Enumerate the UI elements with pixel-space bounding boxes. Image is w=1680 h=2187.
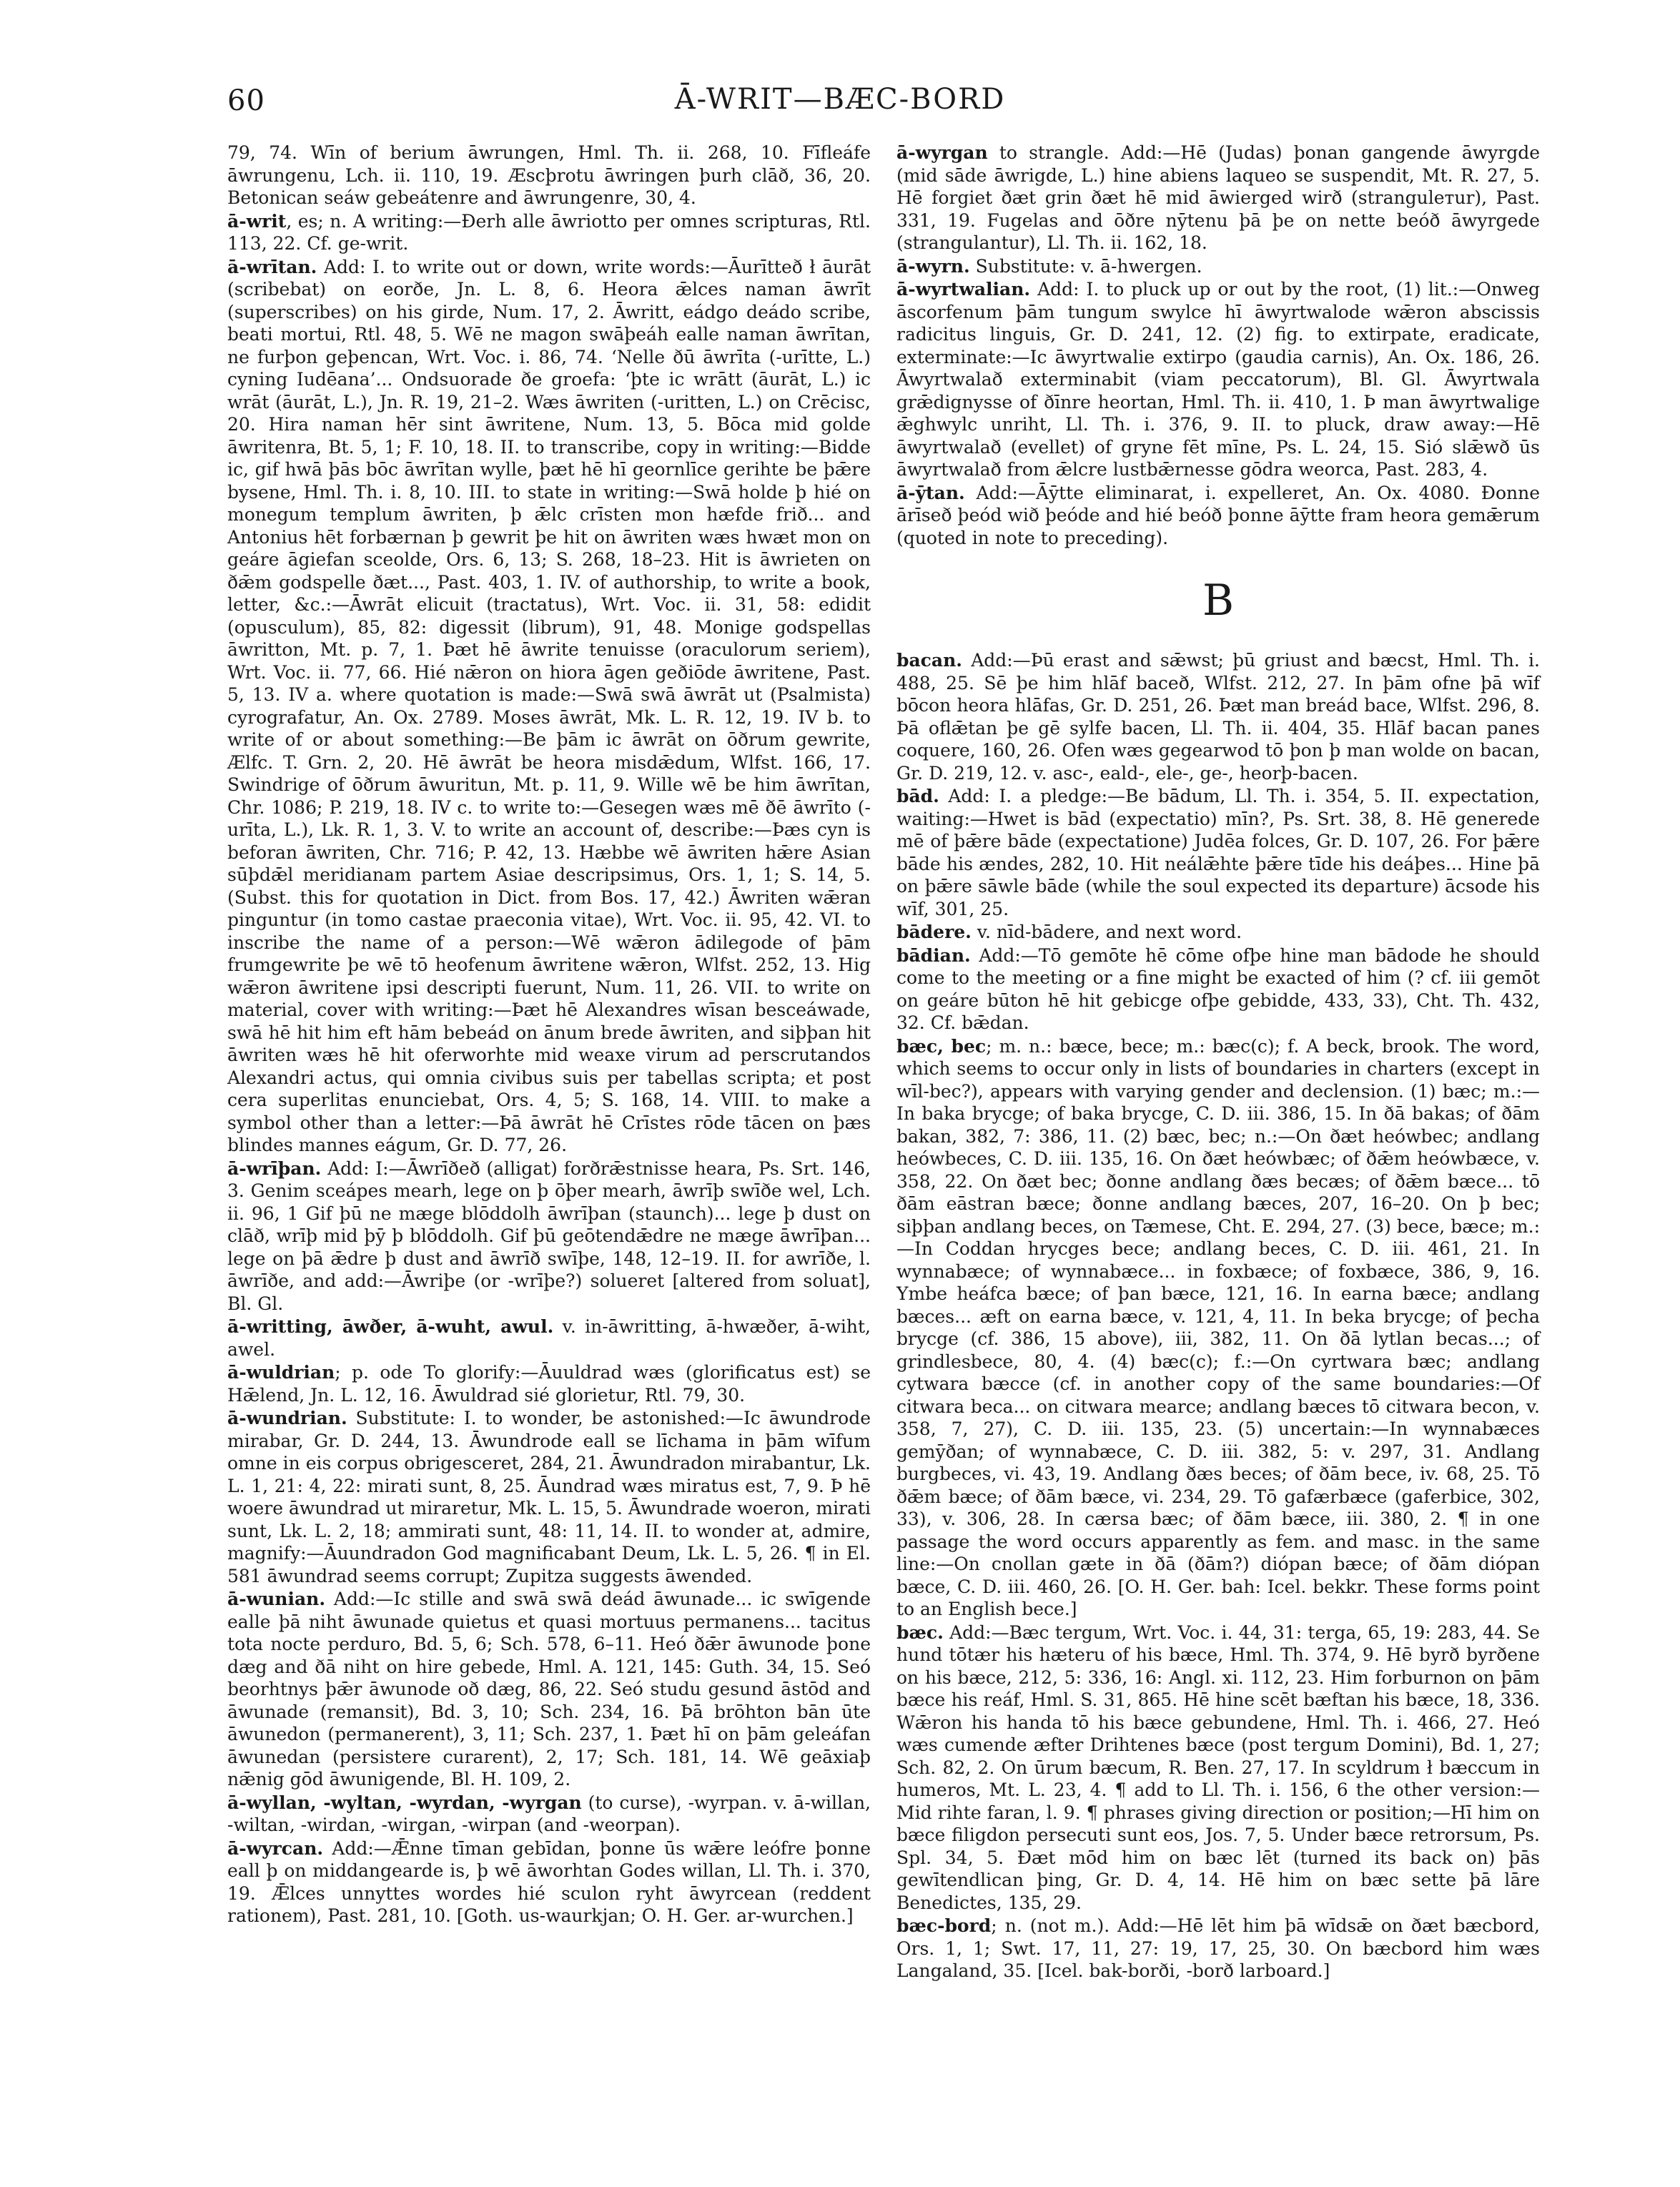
entry-headword: ā-wunian. (227, 1589, 326, 1609)
entry-headword: ā-writ (227, 210, 287, 232)
entry-text: v. nīd-bādere, and next word. (971, 922, 1242, 942)
dictionary-entry (227, 1792, 871, 1837)
dictionary-entry (227, 1361, 871, 1406)
entry-headword: ā-wuldrian (227, 1362, 335, 1383)
entry-headword: bæc-bord (896, 1915, 992, 1936)
dictionary-entry (896, 785, 1540, 920)
entry-headword: bādian. (896, 944, 971, 966)
entry-text: Add:—Ic stille and swā swā deád āwunade... ic swīgende ealle þā niht āwunade quietus et quasi mortuus permanens... tacitus tota nocte perduro, Bd. 5, 6; Sch. 578, 6–11. Heó ðǣr āwunode þone dæg and ðā niht on hire gebede, Hml. A. 121, 145: Guth. 34, 15. Seó beorhtnys þǣr āwunode oð dæg, 86, 22. Seó studu gesund āstōd and āwunade (remansit), Bd. 3, 10; Sch. 234, 16. Þā brōhton bān ūte āwunedon (permanerent), 3, 11; Sch. 237, 1. Þæt hī on þām geleáfan āwunedan (persistere curarent), 2, 17; Sch. 181, 14. Wē geāxiaþ nǣnig gōd āwunigende, Bl. H. 109, 2. (227, 1589, 871, 1789)
entry-text: Add: I:—Āwrīðeð (alligat) forðrǣstnisse heara, Ps. Srt. 146, 3. Genim sceápes mearh, lege on þ ōþer mearh, āwrīþ swīðe wel, Lch. ii. 96, 1 Gif þū ne mæge blōddolh āwrīþan (staunch)... lege þ dust on clāð, wrīþ mid þȳ þ blōddolh. Gif þū geōtendǣdre ne mæge āwrīþan... lege on þā ǣdre þ dust and āwrīð swīþe, 148, 12–19. II. for awrīðe, l. āwrīðe, and add:—Āwriþe (or -wrīþe?) solueret [altered from soluat], Bl. Gl. (227, 1157, 871, 1314)
entry-text: (to curse), -wyrpan. v. ā-willan, -wiltan, -wirdan, -wirgan, -wirpan (and -weorpan). (227, 1792, 871, 1835)
entry-text: Add:—Bæc tergum, Wrt. Voc. i. 44, 31: terga, 65, 19: 283, 44. Se hund tōtær his hæteru of his bæce, Hml. Th. 374, 9. Hē byrð byrðene on his bæce, 212, 5: 336, 16: Angl. xi. 112, 23. Him forburnon on þām bæce his reáf, Hml. S. 31, 865. Hē hine scēt bæftan his bæce, 18, 336. Wǣron his handa tō his bæce gebundene, Hml. Th. i. 466, 27. Heó wæs cumende æfter Drihtenes bæce (post tergum Domini), Bd. 1, 27; Sch. 82, 2. On ūrum bæcum, R. Ben. 27, 17. In scyldrum ł bæccum in humeros, Mt. L. 23, 4. ¶ add to Ll. Th. i. 156, 6 the other version:—Mid rihte faran, l. 9. ¶ phrases giving direction or position;—Hī him on bæce filigdon persecuti sunt eos, Jos. 7, 5. Under bæce retrorsum, Ps. Spl. 34, 5. Ðæt mōd him on bæc lēt (turned its back on) þās gewītendlican þing, Gr. D. 4, 14. Hē him on bæc sette þā lāre Benedictes, 135, 29. (896, 1621, 1540, 1913)
entry-text: Add:—Āȳtte eliminarat, i. expelleret, An. Ox. 4080. Ðonne ārīseð þeód wið þeóde and hié beóð þonne āȳtte fram heora gemǣrum (quoted in note to preceding). (896, 482, 1540, 548)
dictionary-entry (896, 921, 1540, 944)
dictionary-entry (896, 482, 1540, 550)
dictionary-entry (227, 1588, 871, 1791)
right-column-b-entries (896, 649, 1540, 1983)
entry-headword: bæc, bec (896, 1035, 987, 1057)
entry-text: v. in-āwritting, ā-hwæðer, ā-wiht, awel. (227, 1316, 871, 1360)
entry-headword: ā-wyllan, -wyltan, -wyrdan, -wyrgan (227, 1792, 582, 1813)
running-head: Ā-WRIT—BÆC-BORD (674, 83, 1006, 116)
entry-headword: ā-wyrn. (896, 255, 970, 277)
entry-headword: bādere. (896, 922, 972, 942)
entry-text: ; p. ode To glorify:—Āuuldrad wæs (glorificatus est) se Hǣlend, Jn. L. 12, 16. Āwuldrad sié glorietur, Rtl. 79, 30. (227, 1362, 871, 1406)
entry-headword: ā-wundrian. (227, 1408, 347, 1428)
entry-text: Add: I. a pledge:—Be bādum, Ll. Th. i. 354, 5. II. expectation, waiting:—Hwet is bād (expectatio) mīn?, Ps. Srt. 38, 8. Hē generede mē of þǣre bāde (expectatione) Judēa folces, Gr. D. 107, 26. For þǣre bāde his ændes, 282, 10. Hit neálǣhte þǣre tīde his deáþes... Hine þā on þǣre sāwle bāde (while the soul expected its departure) ācsode his wīf, 301, 25. (896, 786, 1540, 919)
dictionary-entry (896, 278, 1540, 481)
entry-headword: ā-wyrtwalian. (896, 279, 1031, 300)
entry-headword: bād. (896, 786, 939, 806)
left-column (227, 142, 871, 1928)
dictionary-entry (896, 1621, 1540, 1915)
dictionary-entry (896, 1915, 1540, 1983)
dictionary-entry (896, 649, 1540, 784)
dictionary-entry (227, 1837, 871, 1927)
entry-text: to strangle. Add:—Hē (Judas) þonan gangende āwyrgde (mid sāde āwrigde, L.) hine abiens laqueo se suspendit, Mt. R. 27, 5. Hē forgiet ðæt grin ðæt hē mid āwierged wirð (strangulетur), Past. 331, 19. Fugelas and ōðre nȳtenu þā þe on nette beóð āwyrgede (strangulantur), Ll. Th. ii. 162, 18. (896, 142, 1540, 253)
dictionary-entry (896, 142, 1540, 255)
entry-text: Add: I. to pluck up or out by the root, (1) lit.:—Onweg āscorfenum þām tungum swylce hī āwyrtwalode wǣron abscissis radicitus linguis, Gr. D. 241, 12. (2) fig. to extirpate, eradicate, exterminate:—Ic āwyrtwalie extirpo (gaudia carnis), An. Ox. 186, 26. Āwyrtwalað exterminabit (viam peccatorum), Bl. Gl. Āwyrtwala grǣdignysse of ðīnre heortan, Hml. Th. ii. 410, 1. Þ man āwyrtwalige ǣghwylc unriht, Ll. Th. i. 376, 9. II. to pluck, draw away:—Hē āwyrtwalað (evellet) of gryne fēt mīne, Ps. L. 24, 15. Sió slǣwð ūs āwyrtwalað from ǣlcre lustbǣrnesse gōdra weorca, Past. 283, 4. (896, 279, 1540, 480)
right-column-a-entries (896, 142, 1540, 549)
dictionary-entry (227, 1157, 871, 1315)
entry-text: 79, 74. Wīn of berium āwrungen, Hml. Th. ii. 268, 10. Fīfleáfe āwrungenu, Lch. ii. 110, 19. Æscþrotu āwringen þurh clāð, 36, 20. Betonican seáw gebeátenre and āwrungenre, 30, 4. (227, 142, 871, 208)
page-number: 60 (227, 84, 265, 117)
entry-text: Substitute: v. ā-hwergen. (969, 255, 1202, 277)
entry-headword: ā-wrītan. (227, 256, 317, 277)
entry-text: , es; n. A writing:—Ðerh alle āwriotto per omnes scripturas, Rtl. 113, 22. Cf. ge-writ. (227, 210, 871, 254)
entry-text: Add:—Þū erast and sǣwst; þū griust and bæcst, Hml. Th. i. 488, 25. Sē þe him hlāf baceð, Wlfst. 212, 27. In þām ofne þā wīf bōcon heora hlāfas, Gr. D. 251, 26. Þæt man breád bace, Wlfst. 296, 8. Þā oflǣtan þe gē sylfe bacen, Ll. Th. ii. 404, 35. Hlāf bacan panes coquere, 160, 26. Ofen wæs gegearwod tō þon þ man wolde on bacan, Gr. D. 219, 12. v. asc-, eald-, ele-, ge-, heorþ-bacen. (896, 650, 1540, 784)
dictionary-entry (227, 142, 871, 209)
entry-headword: ā-ȳtan. (896, 482, 965, 503)
entry-headword: ā-wyrgan (896, 142, 988, 163)
entry-headword: ā-wyrcan. (227, 1837, 324, 1859)
entry-text: Add:—Ǣnne tīman gebīdan, þonne ūs wǣre leófre þonne eall þ on middangearde is, þ wē āworhtan Godes willan, Ll. Th. i. 370, 19. Ǣlces unnyttes wordes hié sculon ryht āwyrcean (reddent rationem), Past. 281, 10. [Goth. us-waurkjan; O. H. Ger. ar-wurchen.] (227, 1837, 871, 1926)
entry-text: Add:—Tō gemōte hē cōme ofþe hine man bādode he should come to the meeting or a fine might be exacted of him (? cf. iii gemōt on geáre būton hē hit gebicge ofþe gebidde, 433, 33), Cht. Th. 432, 32. Cf. bǣdan. (896, 944, 1540, 1033)
right-column (896, 142, 1540, 1983)
entry-text: Add: I. to write out or down, write words:—Āurītteð ł āurāt (scribebat) on eorðe, Jn. L. 8, 6. Heora ǣlces naman āwrīt (superscribes) on his girde, Num. 17, 2. Āwritt, eádgo deádo scribe, beati mortui, Rtl. 48, 5. Wē ne magon swāþeáh ealle naman āwrītan, ne furþon geþencan, Wrt. Voc. i. 86, 74. ‘Nelle ðū āwrīta (-urītte, L.) cyning Iudēana’... Ondsuorade ðe groefa: ‘þte ic wrātt (āurāt, L.) ic wrāt (āurāt, L.), Jn. R. 19, 21–2. Wæs āwriten (-uritten, L.) on Crēcisc, 20. Hira naman hēr sint āwritene, Num. 13, 5. Bōca mid golde āwritenra, Bt. 5, 1; F. 10, 18. II. to transcribe, copy in writing:—Bidde ic, gif hwā þās bōc āwrītan wylle, þæt hē hī geornlīce gerihte be þǣre bysene, Hml. Th. i. 8, 10. III. to state in writing:—Swā holde þ hié on monegum templum āwriten, þ ǣlc crīsten mon hæfde frið... and Antonius hēt forbærnan þ gewrit þe hit on āwriten wæs hwæt mon on geáre āgiefan sceolde, Ors. 6, 13; S. 268, 18–23. Hit is āwrieten on ðǣm godspelle ðæt..., Past. 403, 1. IV. of authorship, to write a book, letter, &c.:—Āwrāt elicuit (tractatus), Wrt. Voc. ii. 31, 58: edidit (opusculum), 85, 82: digessit (librum), 91, 48. Monige godspellas āwritton, Mt. p. 7, 1. Þæt hē āwrite tenuisse (oraculorum seriem), Wrt. Voc. ii. 77, 66. Hié nǣron on hiora āgen geðiōde āwritene, Past. 5, 13. IV a. where quotation is made:—Swā swā āwrāt ut (Psalmista) cyrografatur, An. Ox. 2789. Moses āwrāt, Mk. L. R. 12, 19. IV b. to write of or about something:—Be þām ic āwrāt on ōðrum gewrite, Ælfc. T. Grn. 2, 20. Hē āwrāt be heora misdǣdum, Wlfst. 166, 17. Swindrige of ōðrum āwuritun, Mt. p. 11, 9. Wille wē be him āwrītan, Chr. 1086; P. 219, 18. IV c. to write to:—Gesegen wæs mē ðē āwrīto (-urīta, L.), Lk. R. 1, 3. V. to write an account of, describe:—Þæs cyn is beforan āwriten, Chr. 716; P. 42, 13. Hæbbe wē āwriten hǣre Asian sūþdǣl meridianam partem Asiae descripsimus, Ors. 1, 1; S. 14, 5. (Subst. this for quotation in Dict. from Bos. 17, 42.) Āwriten wǣran pinguntur (in tomo castae praeconia vitae), Wrt. Voc. ii. 95, 42. VI. to inscribe the name of a person:—Wē wǣron ādilegode of þām frumgewrite þe wē tō heofenum āwritene wǣron, Wlfst. 252, 13. Hig wǣron āwritene ipsi descripti fuerunt, Num. 11, 26. VII. to write on material, cover with writing:—Þæt hē Alexandres wīsan besceáwade, swā hē hit him eft hām bebeád on ānum brede āwriten, and siþþan hit āwriten wæs hē hit oferworhte mid weaxe virum ad perscrutandos Alexandri actus, qui omnia civibus suis per tabellas scripta; et post cera superlitas enunciebat, Ors. 4, 5; S. 168, 14. VIII. to make a symbol other than a letter:—Þā āwrāt hē Crīstes rōde tācen on þæs blindes mannes eágum, Gr. D. 77, 26. (227, 256, 871, 1155)
entry-headword: bæc. (896, 1621, 944, 1643)
entry-text: ; n. (not m.). Add:—Hē lēt him þā wīdsǣ on ðæt bæcbord, Ors. 1, 1; Swt. 17, 11, 27: 19, 17, 25, 30. On bæcbord him wæs Langaland, 35. [Icel. bak-borði, -borð larboard.] (896, 1915, 1540, 1981)
section-letter: B (1202, 576, 1235, 626)
dictionary-entry (227, 210, 871, 255)
dictionary-entry (227, 1407, 871, 1587)
dictionary-entry (896, 944, 1540, 1035)
entry-text: Substitute: I. to wonder, be astonished:—Ic āwundrode mirabar, Gr. D. 244, 13. Āwundrode eall se līchama in þām wīfum omne in eis corpus obrigesceret, 284, 21. Āwundradon mirabantur, Lk. L. 1, 21: 4, 22: mirati sunt, 8, 25. Āundrad wæs miratus est, 7, 9. Þ hē woere āwundrad ut miraretur, Mk. L. 15, 5. Āwundrade woeron, mirati sunt, Lk. L. 2, 18; ammirati sunt, 48: 11, 14. II. to wonder at, admire, magnify:—Āuundradon God magnificabant Deum, Lk. L. 5, 26. ¶ in El. 581 āwundrad seems corrupt; Zupitza suggests āwended. (227, 1408, 871, 1586)
entry-headword: ā-writting, āwðer, ā-wuht, awul. (227, 1316, 554, 1337)
entry-text: ; m. n.: bæce, bece; m.: bæc(c); f. A beck, brook. The word, which seems to occur only in lists of boundaries in charters (except in wīl-bec?), appears with varying gender and declension. (1) bæc; m.:—In baka brycge; of baka brycge, C. D. iii. 386, 15. In ðā bakas; of ðām bakan, 382, 7: 386, 11. (2) bæc, bec; n.:—On ðæt heówbec; andlang heówbeces, C. D. iii. 135, 16. On ðæt heówbæc; of ðǣm heówbæce, v. 358, 22. On ðæt bec; ðonne andlang ðæs becæs; of ðǣm bæce... tō ðām eāstran bæce; ðonne andlang bæces, 207, 16–20. On þ bec; siþþan andlang beces, on Tæmese, Cht. E. 294, 27. (3) bece, bæce; m.:—In Coddan hrycges bece; andlang beces, C. D. iii. 461, 21. In wynnabæce; of wynnabæce... in foxbæce; of foxbæce, 386, 9, 16. Ymbe heáfca bæce; of þan bæce, 121, 16. In earna bæce; andlang bæces... æft on earna bæce, v. 121, 4, 11. In beka brycge; of þecha brycge (cf. 386, 15 above), iii, 382, 11. On ðā lytlan becas...; of grindlesbece, 80, 4. (4) bæc(c); f.:—On cyrtwara bæc; andlang cytwara bæcce (cf. in another copy of the same boundaries:—Of citwara beca... on citwara mearce; andlang bæces tō citwara becon, v. 358, 7, 27), C. D. iii. 135, 23. (5) uncertain:—In wynnabæces gemȳðan; of wynnabæce, C. D. iii. 382, 5: v. 297, 31. Andlang burgbeces, vi. 43, 19. Andlang ðæs beces; of ðām bece, iv. 68, 25. Tō ðǣm bæce; of ðām bæce, vi. 234, 29. Tō gafærbæce (gaferbice, 302, 33), v. 306, 28. In cærsa bæc; of ðām bæce, iii. 380, 2. ¶ in one passage the word occurs apparently as fem. and masc. in the same line:—On cnollan gæte in ðā (ðām?) diópan bæce; of ðām diópan bæce, C. D. iii. 460, 26. [O. H. Ger. bah: Icel. bekkr. These forms point to an English bece.] (896, 1035, 1540, 1619)
dictionary-entry (896, 1035, 1540, 1621)
entry-headword: ā-wrīþan. (227, 1157, 322, 1179)
dictionary-entry (896, 255, 1540, 278)
dictionary-entry (227, 1315, 871, 1361)
dictionary-entry (227, 256, 871, 1157)
entry-headword: bacan. (896, 650, 962, 671)
